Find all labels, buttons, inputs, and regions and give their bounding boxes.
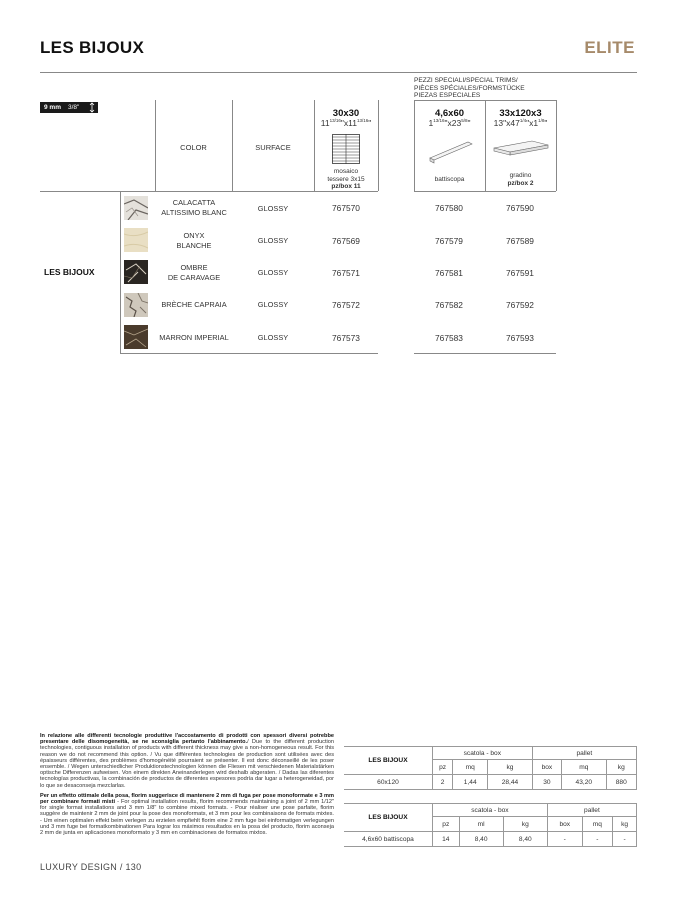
packing-head: mq <box>562 760 606 775</box>
surface-value: GLOSSY <box>257 268 289 277</box>
packing-group-box: scatola - box <box>433 804 548 817</box>
packing-head: kg <box>488 760 532 775</box>
product-code: 767589 <box>506 236 534 246</box>
packing-value: 8,40 <box>503 832 547 847</box>
mosaic-pattern-icon <box>332 134 360 164</box>
packing-value: 2 <box>433 775 453 790</box>
special-heading-line: PIEZAS ESPECIALES <box>414 92 481 100</box>
format-note-main: mosaico tessere 3x15 pz/box 11 <box>327 168 365 190</box>
special-pieces-heading <box>414 77 525 100</box>
product-code: 767572 <box>332 300 360 310</box>
col-divider <box>378 100 379 191</box>
product-code: 767593 <box>506 333 534 343</box>
format-note-trim2: gradino pz/box 2 <box>507 172 534 187</box>
packing-value: 14 <box>433 832 460 847</box>
series-divider <box>120 191 121 353</box>
special-heading-line: PEZZI SPECIALI/SPECIAL TRIMS/ <box>414 77 518 84</box>
series-label: LES BIJOUX <box>44 267 95 277</box>
packing-value: 1,44 <box>453 775 488 790</box>
packing-head: box <box>532 760 561 775</box>
packing-format: 60x120 <box>344 775 433 790</box>
packing-series-label: LES BIJOUX <box>344 804 433 832</box>
page-title: LES BIJOUX <box>40 38 145 57</box>
packing-format: 4,6x60 battiscopa <box>344 832 433 847</box>
thickness-inch: 3/8" <box>68 104 80 111</box>
surface-value: GLOSSY <box>257 204 289 213</box>
skirting-piece-icon <box>428 138 474 169</box>
packing-head: ml <box>459 817 503 832</box>
packing-value: 8,40 <box>459 832 503 847</box>
packing-head: kg <box>606 760 637 775</box>
installation-notes <box>40 733 334 840</box>
surface-value: GLOSSY <box>257 300 289 309</box>
col-header-color: COLOR <box>180 143 207 152</box>
table-header-rule <box>40 191 378 192</box>
packing-table <box>344 803 637 847</box>
packing-value: - <box>613 832 637 847</box>
table-bottom-rule-trims <box>414 353 556 354</box>
color-name: OMBRE DE CARAVAGE <box>167 263 221 282</box>
packing-head: kg <box>613 817 637 832</box>
note-paragraph: Per un effetto ottimale della posa, florim suggerisce di mantenere 2 mm di fuga per pose monoformate e 3 mm per combinare formati misti - For optimal installation results, florim recommends maintaining a joint of 2 mm 1/12" for single format installations and 3 mm 1/8" to combine mixed formats. - Pour réaliser une pose parfaite, florim suggère de maintenir 2 mm de joint pour la pose des monoformats, et 3 mm pour les combinaisons de formats mixtes. - Um einen optimalen effekt beim verlegen zu erzielen empfiehlt florim eine 2 mm fuge bei einformatigen verlegungen und 3 mm fuge bei formatkombinationen Para lograr los máximos resultados en la posa del producto, florim aconseja 2 mm de junta en aplicaciones monoformato y 3 mm en combinaciones de formatos mixtos. <box>40 792 334 837</box>
surface-value: GLOSSY <box>257 236 289 245</box>
product-code: 767590 <box>506 203 534 213</box>
packing-head: mq <box>453 760 488 775</box>
color-name: BRÈCHE CAPRAIA <box>161 300 227 309</box>
packing-value: 30 <box>532 775 561 790</box>
packing-head: pz <box>433 760 453 775</box>
packing-head: box <box>547 817 582 832</box>
color-name: CALACATTA ALTISSIMO BLANC <box>161 198 227 217</box>
product-code: 767591 <box>506 268 534 278</box>
page-footer: LUXURY DESIGN / 130 <box>40 862 142 872</box>
packing-value: 880 <box>606 775 637 790</box>
color-name: ONYX BLANCHE <box>176 231 212 250</box>
packing-value: - <box>582 832 612 847</box>
packing-head: pz <box>433 817 460 832</box>
packing-value: 43,20 <box>562 775 606 790</box>
col-header-surface: SURFACE <box>255 143 291 152</box>
packing-head: mq <box>582 817 612 832</box>
product-code: 767592 <box>506 300 534 310</box>
table-header-rule-trims <box>414 191 556 192</box>
step-piece-icon <box>492 138 550 165</box>
up-down-arrow-icon <box>89 102 95 117</box>
packing-group-pallet: pallet <box>547 804 636 817</box>
thickness-badge <box>40 102 98 113</box>
table-bottom-rule <box>120 353 378 354</box>
col-divider <box>556 100 557 191</box>
product-code: 767581 <box>435 268 463 278</box>
format-size-main: 30x30 <box>332 108 360 119</box>
special-heading-line: PIÈCES SPÉCIALES/FORMSTÜCKE <box>414 84 525 92</box>
packing-group-pallet: pallet <box>532 747 636 760</box>
product-code: 767580 <box>435 203 463 213</box>
thickness-mm: 9 mm <box>44 104 61 111</box>
note-paragraph: In relazione alle differenti tecnologie produttive l'accostamento di prodotti con spessori diversi potrebbe presentare delle disomogeneità, se ne sconsiglia pertanto l'abbinamento./ Due to the different production technologies, contiguous installation of products with different thickness may give a non-homogeneous result. For this reason we do not recommend this option. / Vu que différentes technologies de production sont utilisées avec des épaisseurs différentes, des problèmes d'homogénéité pourraient se présenter. Il est donc déconseillé de les poser ensemble. / Wegen unterschiedlicher Produktionstechnologien können die Fliesen mit verschiedenen Materialstärken optische Differenzen aufweisen. Von einem direkten Aneinanderlegen wird deshalb abgeraten. / Dadas las diferentes tecnologías productivas, la combinación de productos de diferentes espesores podría dar lugar a heterogeneidad, por lo que se desaconseja mezclarlas. <box>40 733 334 789</box>
format-inch-trim1: $1^{13/16}"x23^{5/8}$" <box>428 118 471 128</box>
format-name-trim1: battiscopa <box>434 176 465 183</box>
product-code: 767583 <box>435 333 463 343</box>
packing-head: kg <box>503 817 547 832</box>
brand-label: ELITE <box>584 38 635 57</box>
surface-value: GLOSSY <box>257 333 289 342</box>
packing-table <box>344 746 637 790</box>
product-code: 767571 <box>332 268 360 278</box>
color-name: MARRON IMPERIAL <box>159 333 229 342</box>
format-size-trim2: 33x120x3 <box>499 108 542 119</box>
packing-value: - <box>547 832 582 847</box>
product-code: 767573 <box>332 333 360 343</box>
packing-group-box: scatola - box <box>433 747 533 760</box>
packing-series-label: LES BIJOUX <box>344 747 433 775</box>
product-code: 767569 <box>332 236 360 246</box>
header-rule <box>40 72 637 73</box>
product-code: 767579 <box>435 236 463 246</box>
format-inch-trim2: $13"x47^{1/4}"x1^{1/8}$" <box>493 118 548 128</box>
format-inch-main: $11^{13/16}"x11^{13/16}$" <box>320 118 372 128</box>
packing-value: 28,44 <box>488 775 532 790</box>
product-code: 767570 <box>332 203 360 213</box>
product-code: 767582 <box>435 300 463 310</box>
format-size-trim1: 4,6x60 <box>434 108 465 119</box>
